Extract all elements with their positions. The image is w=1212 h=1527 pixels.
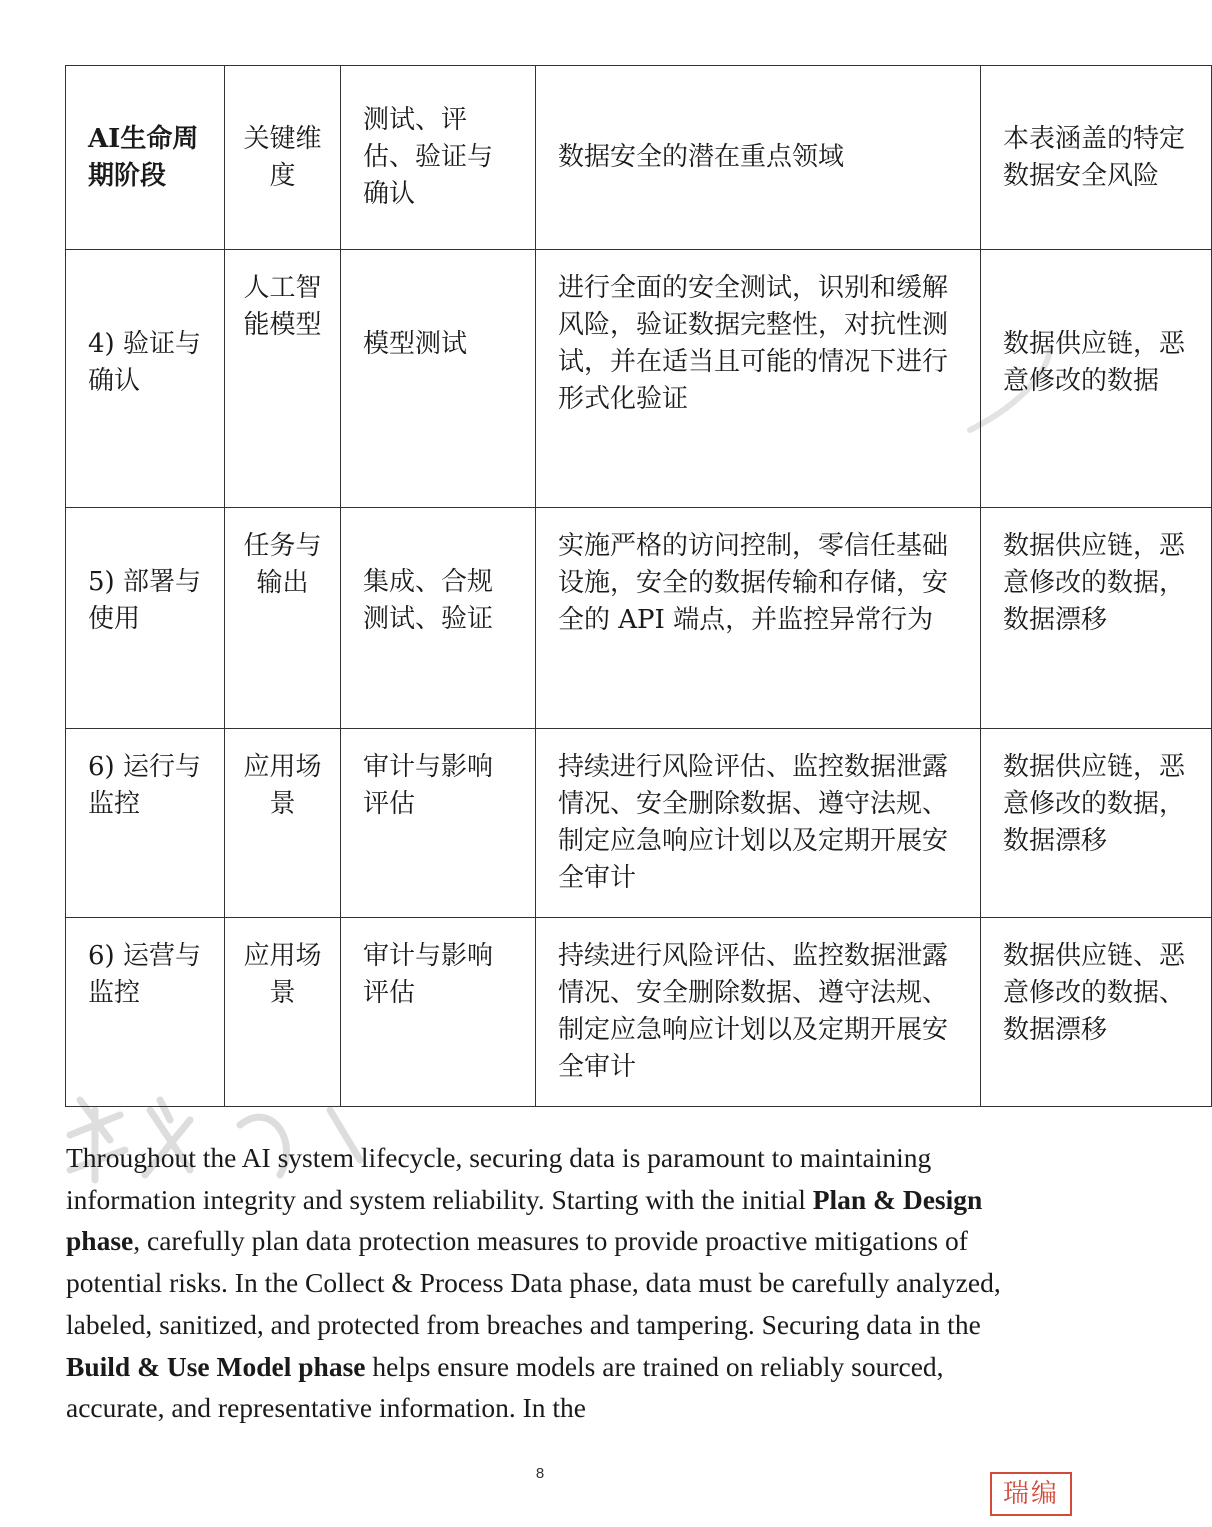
header-phase (66, 66, 225, 250)
row-risks (981, 918, 1212, 1107)
row-focus (536, 918, 981, 1107)
row-risks (981, 250, 1212, 508)
table-row (66, 250, 1212, 508)
row-tevv (341, 918, 536, 1107)
header-risks (981, 66, 1212, 250)
seal-stamp (990, 1472, 1072, 1516)
row-phase-text: 6) 运营与监控 (88, 941, 201, 1008)
row-phase-text: 6) 运行与监控 (88, 752, 201, 819)
row-tevv-text: 审计与影响评估 (363, 752, 494, 819)
row-risks-text: 数据供应链，恶意修改的数据，数据漂移 (1003, 752, 1186, 856)
header-phase-text: AI生命周期阶段 (88, 123, 199, 191)
row-dimension (225, 729, 341, 918)
row-phase (66, 729, 225, 918)
row-focus-text: 持续进行风险评估、监控数据泄露情况、安全删除数据、遵守法规、制定应急响应计划以及定期开展安全审计 (558, 941, 949, 1082)
row-phase (66, 250, 225, 508)
table-row (66, 918, 1212, 1107)
header-dimension (225, 66, 341, 250)
row-phase-text: 4) 验证与确认 (88, 329, 201, 396)
row-tevv-text: 模型测试 (363, 329, 468, 359)
row-dimension (225, 508, 341, 729)
paragraph-text-1: Throughout the AI system lifecycle, securing data is paramount to maintaining information integrity and system reliability. Starting with the initial (66, 1142, 932, 1215)
row-risks-text: 数据供应链，恶意修改的数据 (1003, 329, 1186, 396)
table-row (66, 729, 1212, 918)
row-dimension-text: 应用场景 (243, 752, 322, 819)
header-focus (536, 66, 981, 250)
lifecycle-table (65, 65, 1212, 1107)
row-phase (66, 918, 225, 1107)
row-focus (536, 508, 981, 729)
header-risks-text: 本表涵盖的特定数据安全风险 (1003, 123, 1186, 191)
body-paragraph (66, 1137, 1006, 1429)
table-header-row (66, 66, 1212, 250)
row-dimension (225, 918, 341, 1107)
row-tevv-text: 审计与影响评估 (363, 941, 494, 1008)
row-dimension-text: 应用场景 (243, 941, 322, 1008)
paragraph-bold-plan-design: Plan & Design phase (66, 1183, 983, 1257)
paragraph-text-2: , carefully plan data protection measures to provide proactive mitigations of potential risks. In the Collect & Process Data phase, data must be carefully analyzed, labeled, sanitized, and protected from breaches and tampering. Securing data in the (66, 1225, 1001, 1340)
header-tevv-text: 测试、评估、验证与确认 (363, 105, 494, 209)
header-focus-text: 数据安全的潜在重点领域 (558, 142, 845, 172)
row-tevv (341, 508, 536, 729)
header-tevv (341, 66, 536, 250)
page-number: 8 (535, 1465, 545, 1482)
row-tevv (341, 250, 536, 508)
row-focus (536, 729, 981, 918)
seal-text: 瑞编 (1002, 1479, 1059, 1509)
row-phase (66, 508, 225, 729)
row-dimension (225, 250, 341, 508)
row-focus-text: 进行全面的安全测试，识别和缓解风险，验证数据完整性，对抗性测试，并在适当且可能的情况下进行形式化验证 (558, 273, 949, 414)
table-row (66, 508, 1212, 729)
row-focus-text: 持续进行风险评估、监控数据泄露情况、安全删除数据、遵守法规、制定应急响应计划以及定期开展安全审计 (558, 752, 949, 893)
row-phase-text: 5) 部署与使用 (88, 567, 201, 634)
row-focus (536, 250, 981, 508)
paragraph-bold-build-use: Build & Use Model phase (66, 1350, 366, 1382)
row-dimension-text: 任务与输出 (243, 531, 322, 598)
row-tevv (341, 729, 536, 918)
row-risks-text: 数据供应链，恶意修改的数据，数据漂移 (1003, 531, 1186, 635)
row-risks-text: 数据供应链、恶意修改的数据、数据漂移 (1003, 941, 1186, 1045)
row-tevv-text: 集成、合规测试、验证 (363, 567, 494, 634)
row-risks (981, 508, 1212, 729)
row-dimension-text: 人工智能模型 (243, 273, 322, 340)
paragraph-text-3: helps ensure models are trained on reliably sourced, accurate, and representative information. In the (66, 1350, 944, 1424)
row-risks (981, 729, 1212, 918)
header-dimension-text: 关键维度 (243, 123, 322, 191)
row-focus-text: 实施严格的访问控制，零信任基础设施，安全的数据传输和存储，安全的 API 端点，并监控异常行为 (558, 531, 949, 635)
